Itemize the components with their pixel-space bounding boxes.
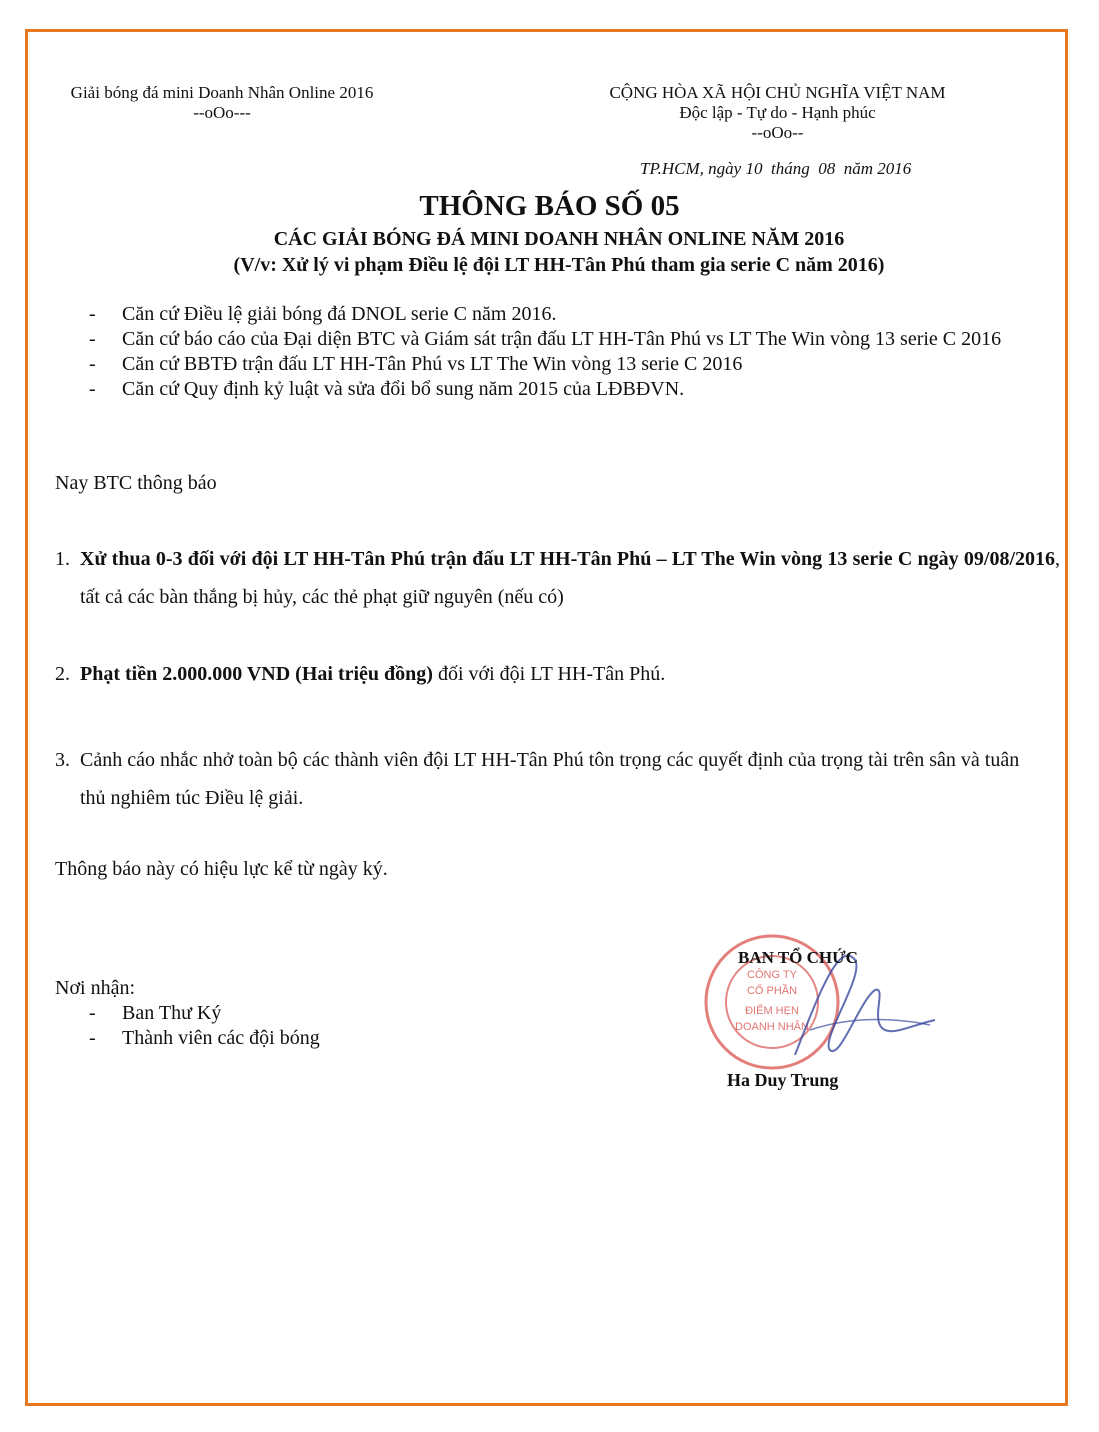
svg-text:CỔ PHẦN: CỔ PHẦN <box>746 985 798 997</box>
decision-1 <box>55 540 1060 616</box>
organizer-ornament: --oOo--- <box>193 103 251 122</box>
decision-2 <box>55 655 1060 693</box>
decision-bold-text: Xử thua 0-3 đối với đội LT HH-Tân Phú trận đấu LT HH-Tân Phú – LT The Win vòng 13 serie C ngày 09/08/2016 <box>80 548 1055 570</box>
list-item <box>55 377 1050 402</box>
organizer-name: Giải bóng đá mini Doanh Nhân Online 2016 <box>70 83 374 102</box>
bullet-dash: - <box>89 328 96 350</box>
list-item <box>55 1001 455 1026</box>
bullet-dash: - <box>89 303 96 325</box>
organizer-header <box>52 83 392 123</box>
national-title: CỘNG HÒA XÃ HỘI CHỦ NGHĨA VIỆT NAM <box>609 83 946 102</box>
list-item <box>55 1026 455 1051</box>
national-motto: Độc lập - Tự do - Hạnh phúc <box>679 103 876 122</box>
decision-text: Cảnh cáo nhắc nhở toàn bộ các thành viên đội LT HH-Tân Phú tôn trọng các quyết định của trọng tài trên sân và tuân thủ nghiêm túc Điều lệ giải. <box>80 749 1020 809</box>
bullet-dash: - <box>89 1002 96 1024</box>
national-ornament: --oOo-- <box>751 123 804 142</box>
signature-org: BAN TỔ CHỨC <box>738 948 858 967</box>
list-item-text: Ban Thư Ký <box>122 1002 222 1024</box>
effective-text: Thông báo này có hiệu lực kể từ ngày ký. <box>55 858 388 880</box>
recipients-label: Nơi nhận: <box>55 977 136 999</box>
list-item-text: Thành viên các đội bóng <box>122 1027 320 1049</box>
svg-text:DOANH NHÂN: DOANH NHÂN <box>735 1021 809 1033</box>
decision-number: 3. <box>55 749 70 771</box>
notice-subject: (V/v: Xử lý vi phạm Điều lệ đội LT HH-Tân Phú tham gia serie C năm 2016) <box>233 254 885 276</box>
list-item <box>55 302 1050 327</box>
decision-number: 1. <box>55 548 70 570</box>
national-header <box>560 83 995 143</box>
legal-bases-list <box>55 302 1050 402</box>
notice-title: THÔNG BÁO SỐ 05 <box>419 190 680 222</box>
bullet-dash: - <box>89 378 96 400</box>
list-item <box>55 352 1050 377</box>
bullet-dash: - <box>89 1027 96 1049</box>
decision-text: đối với đội LT HH-Tân Phú. <box>432 663 666 685</box>
list-item <box>55 327 1050 352</box>
list-item-text: Căn cứ báo cáo của Đại diện BTC và Giám sát trận đấu LT HH-Tân Phú vs LT The Win vòng 13 serie C 2016 <box>122 328 1002 350</box>
decision-3 <box>55 741 1040 817</box>
list-item-text: Căn cứ Quy định kỷ luật và sửa đổi bổ sung năm 2015 của LĐBĐVN. <box>122 378 685 400</box>
notice-subtitle: CÁC GIẢI BÓNG ĐÁ MINI DOANH NHÂN ONLINE NĂM 2016 <box>273 228 845 250</box>
decision-text: , tất cả các bàn thắng bị hủy, các thẻ phạt giữ nguyên (nếu có) <box>80 548 1060 608</box>
date-line: TP.HCM, ngày 10 tháng 08 năm 2016 <box>640 159 912 178</box>
list-item-text: Căn cứ Điều lệ giải bóng đá DNOL serie C năm 2016. <box>122 303 557 325</box>
signatory-name: Ha Duy Trung <box>727 1070 839 1090</box>
intro-text: Nay BTC thông báo <box>55 472 217 494</box>
svg-text:ĐIỂM HẸN: ĐIỂM HẸN <box>745 1005 799 1017</box>
bullet-dash: - <box>89 353 96 375</box>
list-item-text: Căn cứ BBTĐ trận đấu LT HH-Tân Phú vs LT The Win vòng 13 serie C 2016 <box>122 353 743 375</box>
recipients-list <box>55 1001 455 1051</box>
decision-bold-text: Phạt tiền 2.000.000 VND (Hai triệu đồng) <box>80 663 433 685</box>
svg-text:CÔNG TY: CÔNG TY <box>747 969 797 981</box>
decision-number: 2. <box>55 663 70 685</box>
signature-block <box>700 930 940 1100</box>
